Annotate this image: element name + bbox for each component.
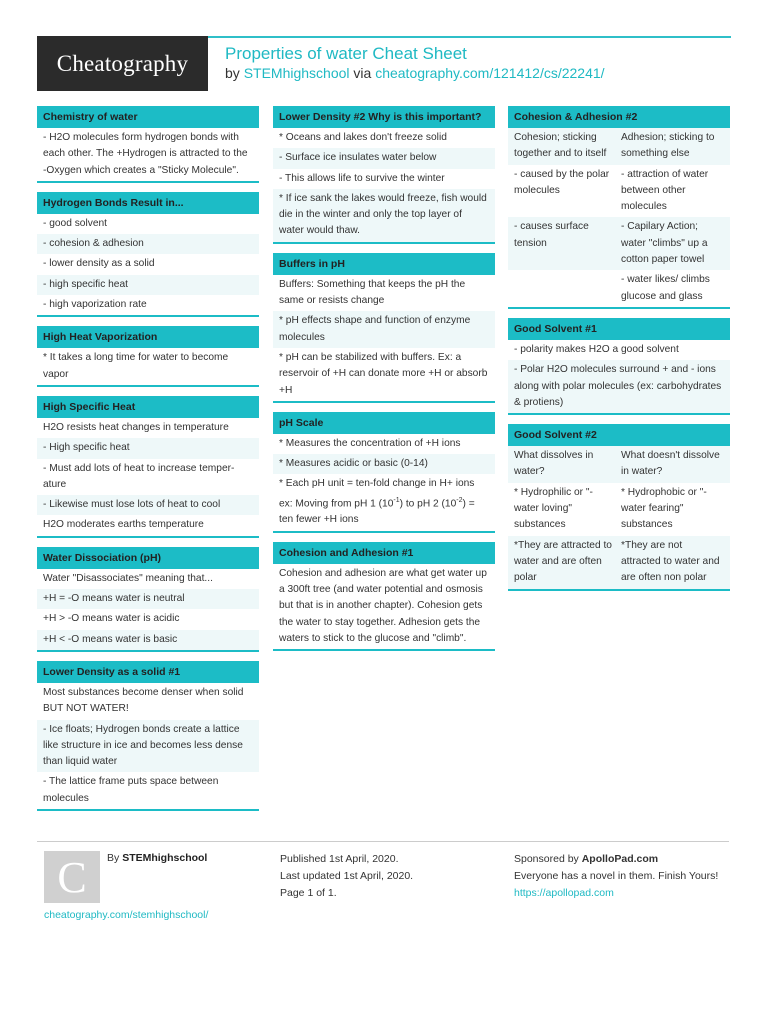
table-row bbox=[508, 446, 730, 483]
section-row: - High specific heat bbox=[37, 438, 259, 458]
section-title: Cohesion and Adhesion #1 bbox=[273, 542, 495, 564]
cheatography-logo[interactable]: Cheatography bbox=[37, 36, 208, 91]
section-row: - Ice floats; Hydrogen bonds create a lattice like structure in ice and becomes less dense than liquid water bbox=[37, 720, 259, 773]
table-cell: * Hydrophilic or "-water loving" substances bbox=[514, 486, 593, 531]
column-1 bbox=[37, 106, 259, 820]
section-row: * If ice sank the lakes would freeze, fish would die in the winter and only the top layer of water would thaw. bbox=[273, 189, 495, 242]
table-cell bbox=[514, 272, 621, 305]
section-row: +H < -O means water is basic bbox=[37, 630, 259, 650]
ph-text-b: ) to pH 2 (10 bbox=[399, 498, 457, 510]
section-title: Cohesion & Adhesion #2 bbox=[508, 106, 730, 128]
avatar[interactable]: C bbox=[44, 851, 100, 903]
sheet-url-link[interactable]: cheatography.com/121412/cs/22241/ bbox=[375, 65, 605, 81]
column-2 bbox=[273, 106, 495, 660]
table-row bbox=[508, 536, 730, 589]
ph-text-c: ) = ten fewer +H ions bbox=[279, 498, 475, 526]
section-title: Good Solvent #1 bbox=[508, 318, 730, 340]
section-row: - Must add lots of heat to increase temperature bbox=[43, 462, 235, 490]
published-date: Published 1st April, 2020. bbox=[280, 853, 399, 865]
section-good-solvent-1 bbox=[508, 318, 730, 415]
section-row: * Measures the concentration of +H ions bbox=[279, 437, 461, 449]
section-lower-density-2 bbox=[273, 106, 495, 244]
table-row bbox=[508, 217, 730, 270]
sponsored-label: Sponsored by bbox=[514, 853, 579, 865]
byline-by: by bbox=[225, 65, 240, 81]
section-row: - Polar H2O molecules surround + and - ions along with polar molecules (ex: carbohydrates & protiens) bbox=[508, 360, 730, 413]
ph-superscript: -2 bbox=[456, 496, 463, 504]
section-row: - Likewise must lose lots of heat to cool bbox=[37, 495, 259, 515]
section-row: * Measures acidic or basic (0-14) bbox=[273, 454, 495, 474]
footer-author bbox=[107, 852, 207, 864]
footer-by-label: By bbox=[107, 852, 120, 864]
section-title: High Heat Vaporization bbox=[37, 326, 259, 348]
section-buffers-in-ph bbox=[273, 253, 495, 403]
table-row bbox=[508, 165, 730, 218]
table-row bbox=[508, 270, 730, 307]
table-cell: Cohesion; sticking together and to itself bbox=[514, 132, 607, 160]
section-row: Water "Disassociates" meaning that... bbox=[43, 572, 213, 584]
section-hydrogen-bonds bbox=[37, 192, 259, 317]
section-row: Cohesion and adhesion are what get water up a 300ft tree (and water potential and osmosis but that is in another chapter). Cohesion gets the water to stay together. Adhesion gets the waters to stick to the glucose and "climb". bbox=[279, 567, 487, 644]
section-cohesion-adhesion-2 bbox=[508, 106, 730, 309]
table-cell: - caused by the polar molecules bbox=[514, 168, 610, 196]
section-row: +H = -O means water is neutral bbox=[37, 589, 259, 609]
footer-author-link[interactable]: cheatography.com/stemhighschool/ bbox=[44, 909, 209, 921]
section-row: * pH can be stabilized with buffers. Ex: a reservoir of +H can donate more +H or absorb +H bbox=[279, 351, 488, 396]
ph-superscript: -1 bbox=[393, 496, 400, 504]
table-cell: What doesn't dissolve in water? bbox=[621, 450, 720, 478]
section-row: - high vaporization rate bbox=[43, 299, 147, 311]
section-title: High Specific Heat bbox=[37, 396, 259, 418]
section-row: - Surface ice insulates water below bbox=[273, 148, 495, 168]
section-row: Buffers: Something that keeps the pH the same or resists change bbox=[279, 278, 466, 307]
section-row: H2O resists heat changes in temperature bbox=[43, 421, 229, 433]
section-row: - This allows life to survive the winter bbox=[279, 172, 445, 184]
section-title: Water Dissociation (pH) bbox=[37, 547, 259, 569]
footer-divider bbox=[37, 841, 729, 842]
author-link[interactable]: STEMhighschool bbox=[243, 65, 350, 81]
section-lower-density-1 bbox=[37, 661, 259, 811]
section-high-heat-vaporization bbox=[37, 326, 259, 387]
sponsor-url-link[interactable]: https://apollopad.com bbox=[514, 887, 614, 899]
table-cell: What dissolves in water? bbox=[514, 450, 594, 478]
footer-dates bbox=[280, 851, 413, 902]
page-title: Properties of water Cheat Sheet bbox=[225, 44, 467, 63]
section-row: Most substances become denser when solid BUT NOT WATER! bbox=[43, 686, 244, 715]
table-cell: - Capilary Action; water "climbs" up a cotton paper towel bbox=[621, 221, 708, 266]
table-cell: * Hydrophobic or "-water fearing" substances bbox=[621, 486, 707, 531]
section-chemistry-of-water bbox=[37, 106, 259, 183]
table-row bbox=[508, 483, 730, 536]
byline bbox=[225, 65, 605, 81]
table-cell: - water likes/ climbs glucose and glass bbox=[621, 274, 710, 302]
header-rule bbox=[208, 36, 731, 38]
section-good-solvent-2 bbox=[508, 424, 730, 590]
section-water-dissociation bbox=[37, 547, 259, 652]
column-3 bbox=[508, 106, 730, 600]
section-row: - lower density as a solid bbox=[43, 258, 155, 270]
section-high-specific-heat bbox=[37, 396, 259, 538]
section-row: * Oceans and lakes don't freeze solid bbox=[279, 132, 447, 143]
byline-via: via bbox=[353, 65, 372, 81]
table-cell: - causes surface tension bbox=[514, 221, 589, 249]
sponsor-tagline: Everyone has a novel in them. Finish Yours! bbox=[514, 870, 719, 882]
updated-date: Last updated 1st April, 2020. bbox=[280, 870, 414, 882]
sponsor-name[interactable]: ApolloPad.com bbox=[581, 853, 659, 865]
section-row: - good solvent bbox=[43, 217, 107, 229]
section-row: * It takes a long time for water to become vapor bbox=[43, 352, 229, 380]
section-ph-scale bbox=[273, 412, 495, 533]
section-row: * pH effects shape and function of enzyme molecules bbox=[273, 311, 495, 348]
section-row: - H2O molecules form hydrogen bonds with each other. The +Hydrogen is attracted to the -Oxygen which creates a "Sticky Molecule". bbox=[43, 132, 248, 176]
page-number: Page 1 of 1. bbox=[280, 887, 337, 899]
table-cell: *They are not attracted to water and are often non polar bbox=[621, 539, 720, 584]
table-cell: - attraction of water between other molecules bbox=[621, 168, 709, 213]
section-row: - The lattice frame puts space between molecules bbox=[43, 776, 219, 804]
section-row: - polarity makes H2O a good solvent bbox=[514, 343, 679, 355]
section-title: Buffers in pH bbox=[273, 253, 495, 275]
footer-author-name[interactable]: STEMhighschool bbox=[122, 852, 208, 864]
section-cohesion-adhesion-1 bbox=[273, 542, 495, 651]
section-title: Lower Density #2 Why is this important? bbox=[273, 106, 495, 128]
section-title: Lower Density as a solid #1 bbox=[37, 661, 259, 683]
table-cell: Adhesion; sticking to something else bbox=[621, 132, 715, 160]
section-row: - cohesion & adhesion bbox=[37, 234, 259, 254]
table-row bbox=[508, 128, 730, 165]
section-title: Good Solvent #2 bbox=[508, 424, 730, 446]
section-title: Hydrogen Bonds Result in... bbox=[37, 192, 259, 214]
section-row: - high specific heat bbox=[37, 275, 259, 295]
section-title: Chemistry of water bbox=[37, 106, 259, 128]
ph-text-a: * Each pH unit = ten-fold change in H+ ions ex: Moving from pH 1 (10 bbox=[279, 478, 475, 510]
header bbox=[0, 0, 768, 100]
section-title: pH Scale bbox=[273, 412, 495, 434]
footer-sponsor bbox=[514, 851, 724, 902]
section-row: H2O moderates earths temperature bbox=[43, 519, 204, 531]
section-row bbox=[273, 474, 495, 530]
section-row: +H > -O means water is acidic bbox=[43, 613, 180, 625]
table-cell: *They are attracted to water and are often polar bbox=[514, 539, 612, 584]
